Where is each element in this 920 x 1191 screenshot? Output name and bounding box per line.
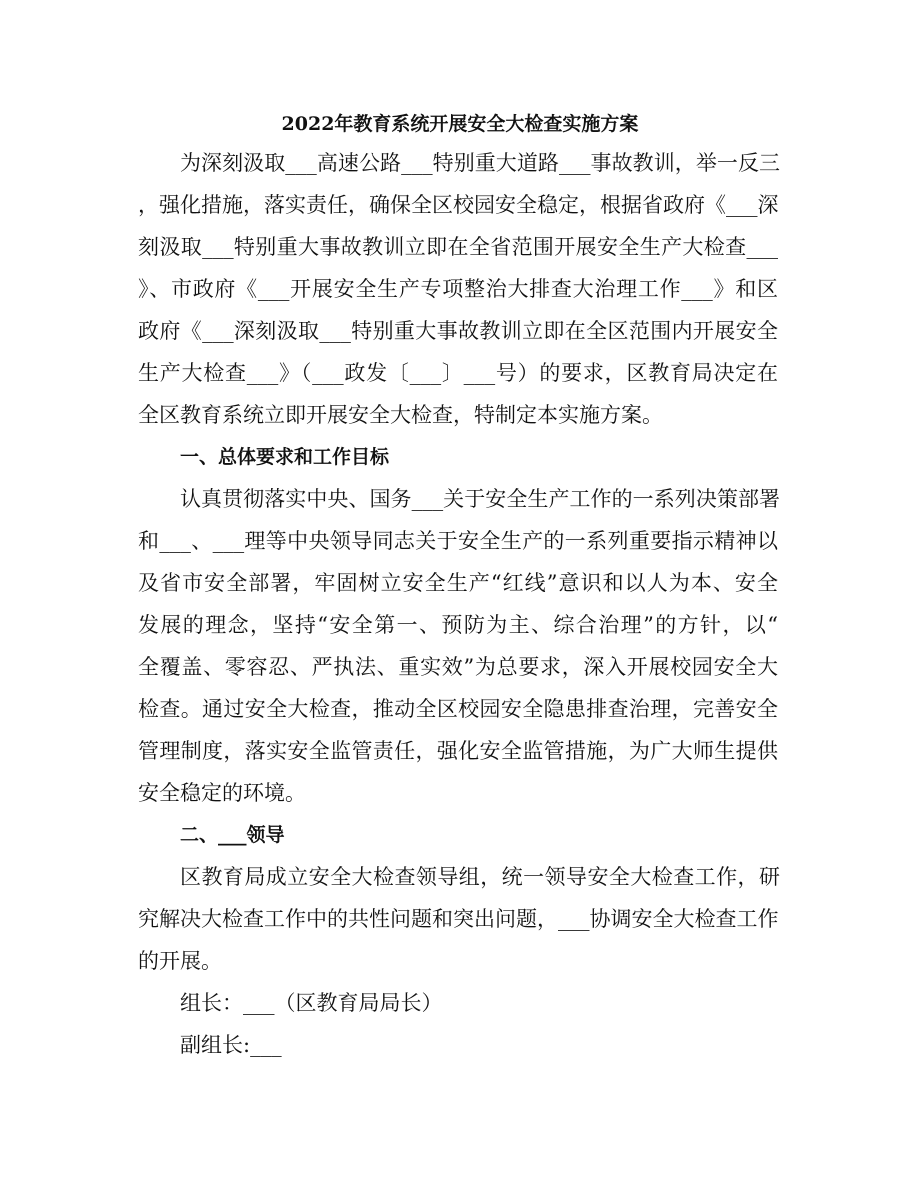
intro-line: 全区教育系统立即开展安全大检查，特制定本实施方案。 [138,403,663,427]
intro-line: 生产大检查___》（___政发〔___〕___号）的要求，区教育局决定在 [138,361,778,385]
section-heading: 一、总体要求和工作目标 [180,446,390,468]
deputy-leader-line: 副组长:___ [180,1033,282,1057]
document-title: 2022年教育系统开展安全大检查实施方案 [281,113,639,135]
section1-line: 及省市安全部署，牢固树立安全生产“红线”意识和以人为本、安全 [138,571,778,595]
group-leader-line: 组长：___（区教育局局长） [180,991,443,1015]
section1-line: 全覆盖、零容忍、严执法、重实效”为总要求，深入开展校园安全大 [138,655,778,679]
intro-line: 刻汲取___特别重大事故教训立即在全省范围开展安全生产大检查___ [138,235,778,259]
intro-line: 政府《___深刻汲取___特别重大事故教训立即在全区范围内开展安全 [138,319,778,343]
section1-line: 发展的理念，坚持“安全第一、预防为主、综合治理”的方针，以“ [138,613,778,637]
section1-line: 和___、___理等中央领导同志关于安全生产的一系列重要指示精神以 [138,529,778,553]
intro-line: 》、市政府《___开展安全生产专项整治大排查大治理工作___》和区 [138,277,778,301]
section2-line: 究解决大检查工作中的共性问题和突出问题，___协调安全大检查工作 [138,907,779,931]
section2-line: 区教育局成立安全大检查领导组，统一领导安全大检查工作，研 [180,865,780,889]
intro-line: 为深刻汲取___高速公路___特别重大道路___事故教训，举一反三 [180,151,780,175]
intro-line: ，强化措施，落实责任，确保全区校园安全稳定，根据省政府《___深 [138,193,779,217]
section-heading: 二、___领导 [180,824,285,846]
section2-line: 的开展。 [138,949,222,973]
section1-line: 认真贯彻落实中央、国务___关于安全生产工作的一系列决策部署 [180,487,780,511]
section1-line: 检查。通过安全大检查，推动全区校园安全隐患排查治理，完善安全 [138,697,778,721]
section1-line: 安全稳定的环境。 [138,781,306,805]
section1-line: 管理制度，落实安全监管责任，强化安全监管措施，为广大师生提供 [138,739,778,763]
